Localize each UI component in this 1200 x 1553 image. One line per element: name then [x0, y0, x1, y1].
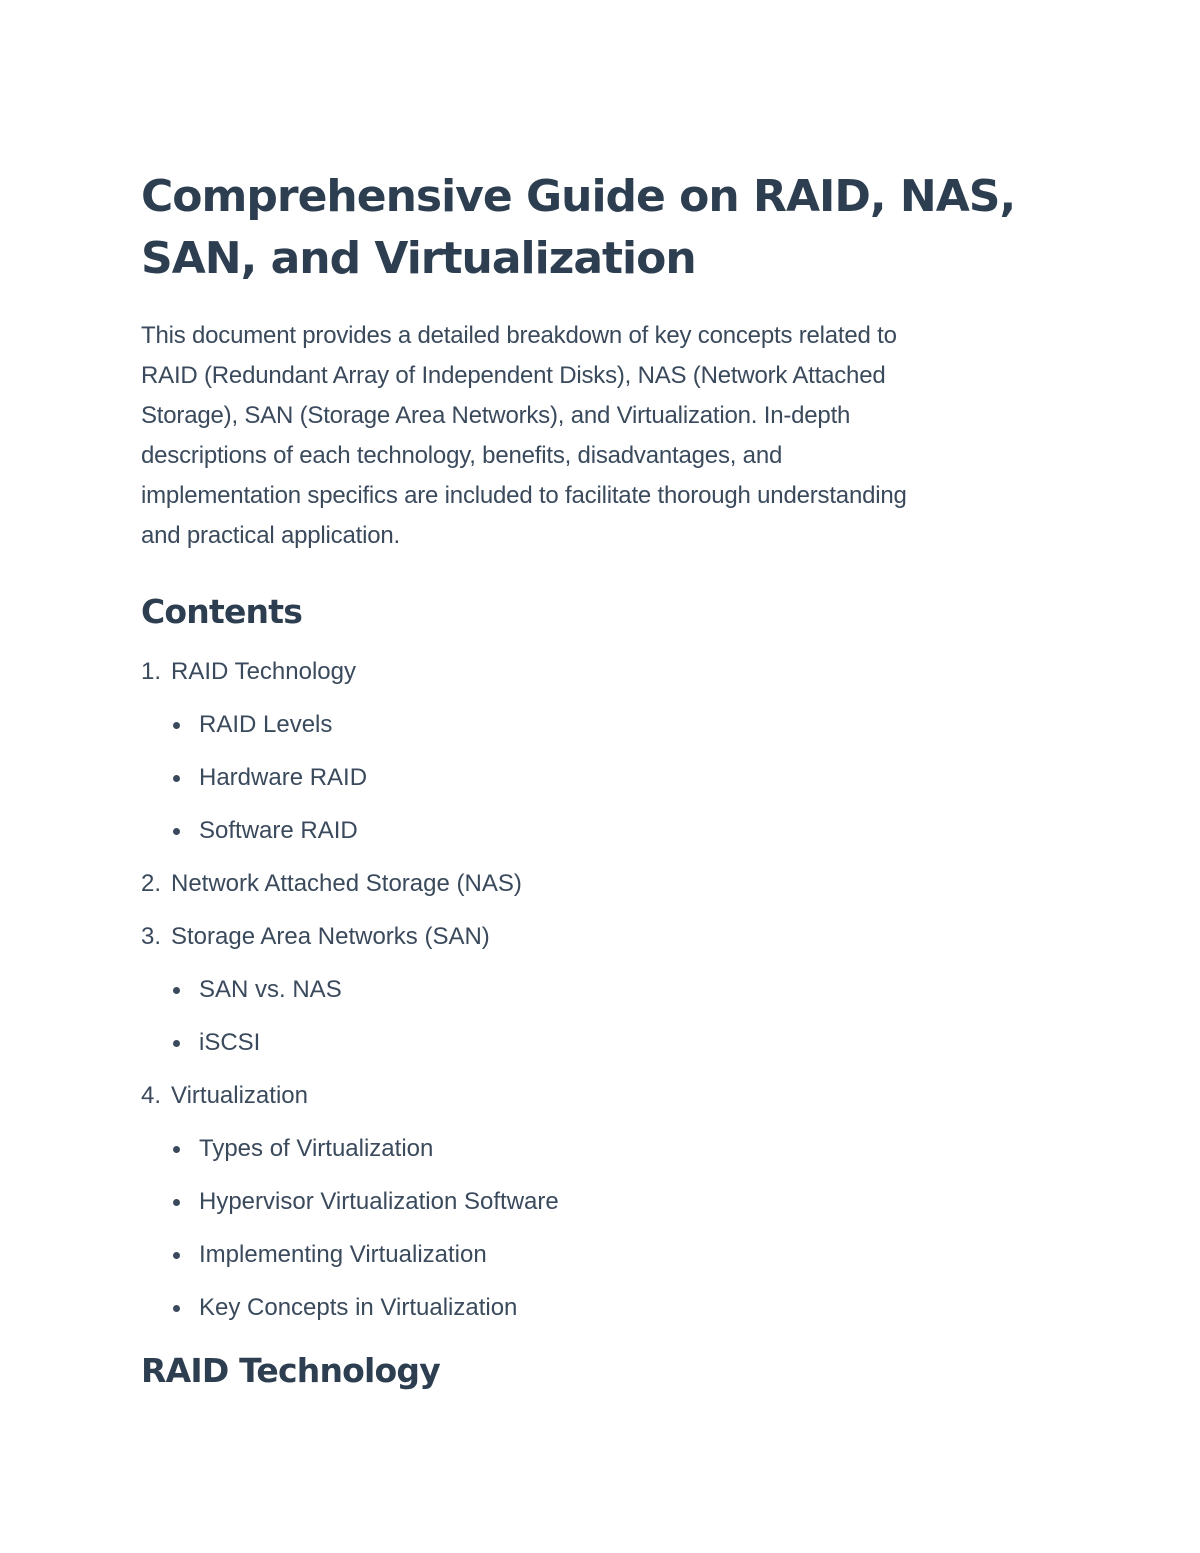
toc-subitem — [141, 1029, 1071, 1057]
raid-technology-heading: RAID Technology — [141, 1351, 440, 1390]
intro-line: implementation specifics are included to facilitate thorough understanding — [141, 482, 907, 509]
toc-sublist — [141, 1135, 1071, 1322]
intro-line: Storage), SAN (Storage Area Networks), and Virtualization. In-depth — [141, 402, 851, 429]
toc-subitem-label: iSCSI — [199, 1029, 261, 1056]
document-page — [141, 166, 1071, 1395]
toc-subitem — [141, 1241, 1071, 1269]
bullet-icon — [173, 722, 180, 729]
toc-item-label: Storage Area Networks (SAN) — [171, 923, 490, 950]
title-line-1: Comprehensive Guide on RAID, NAS, — [141, 171, 1016, 222]
toc-subitem-label: RAID Levels — [199, 711, 333, 738]
bullet-icon — [173, 775, 180, 782]
toc-item-label: Network Attached Storage (NAS) — [171, 870, 522, 897]
bullet-icon — [173, 1199, 180, 1206]
toc-item-raid-technology — [141, 658, 1071, 845]
toc-subitem — [141, 1135, 1071, 1163]
bullet-icon — [173, 828, 180, 835]
table-of-contents — [141, 658, 1071, 1322]
toc-sublist — [141, 976, 1071, 1057]
toc-item-label: RAID Technology — [171, 658, 356, 685]
intro-line: descriptions of each technology, benefits, disadvantages, and — [141, 442, 783, 469]
toc-subitem-label: Hardware RAID — [199, 764, 368, 791]
toc-item-san — [141, 923, 1071, 1057]
toc-item-number: 1. — [141, 658, 162, 685]
toc-item-virtualization — [141, 1082, 1071, 1322]
intro-line: RAID (Redundant Array of Independent Disks), NAS (Network Attached — [141, 362, 886, 389]
bullet-icon — [173, 987, 180, 994]
toc-item-number: 2. — [141, 870, 162, 897]
toc-subitem — [141, 976, 1071, 1004]
contents-heading: Contents — [141, 592, 303, 631]
bullet-icon — [173, 1040, 180, 1047]
toc-item-label: Virtualization — [171, 1082, 308, 1109]
toc-sublist — [141, 711, 1071, 845]
toc-subitem — [141, 711, 1071, 739]
bullet-icon — [173, 1146, 180, 1153]
toc-subitem-label: SAN vs. NAS — [199, 976, 342, 1003]
toc-item-number: 4. — [141, 1082, 162, 1109]
toc-subitem-label: Implementing Virtualization — [199, 1241, 487, 1268]
bullet-icon — [173, 1305, 180, 1312]
toc-item-number: 3. — [141, 923, 162, 950]
intro-paragraph — [141, 316, 1071, 556]
intro-line: This document provides a detailed breakdown of key concepts related to — [141, 322, 897, 349]
toc-subitem — [141, 764, 1071, 792]
toc-subitem — [141, 1294, 1071, 1322]
intro-line: and practical application. — [141, 522, 400, 549]
toc-subitem-label: Types of Virtualization — [199, 1135, 434, 1162]
toc-subitem-label: Software RAID — [199, 817, 358, 844]
title-line-2: SAN, and Virtualization — [141, 233, 696, 284]
toc-subitem — [141, 817, 1071, 845]
toc-subitem — [141, 1188, 1071, 1216]
bullet-icon — [173, 1252, 180, 1259]
toc-subitem-label: Key Concepts in Virtualization — [199, 1294, 518, 1321]
toc-item-nas — [141, 870, 1071, 898]
toc-subitem-label: Hypervisor Virtualization Software — [199, 1188, 559, 1215]
document-title — [141, 166, 1071, 290]
